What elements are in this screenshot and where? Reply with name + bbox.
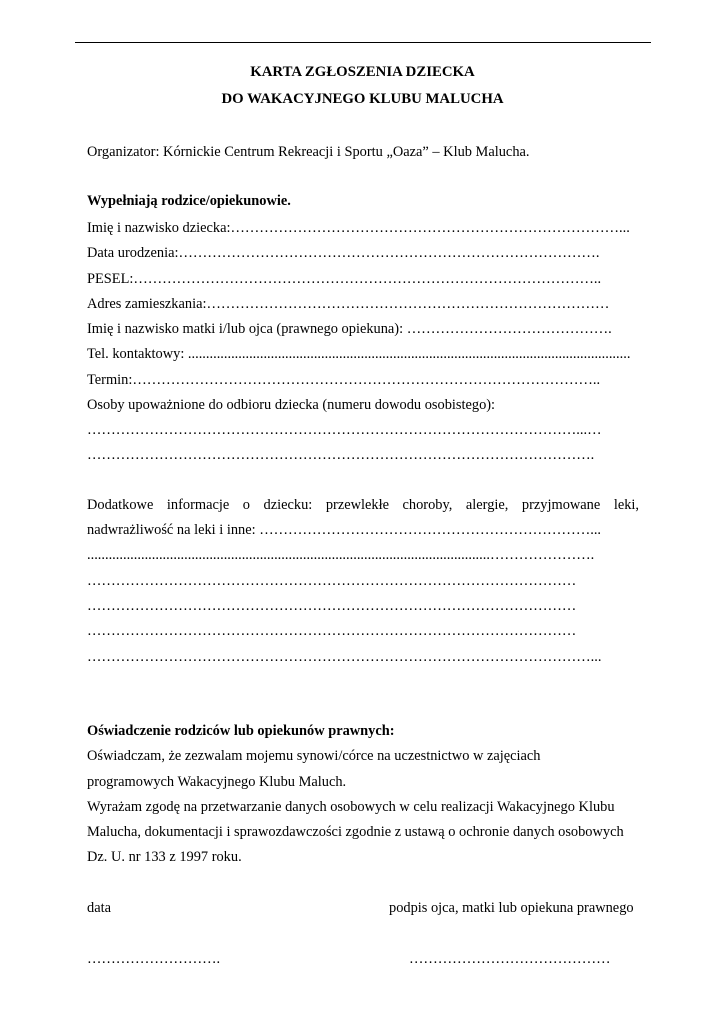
date-label: data [87, 900, 111, 916]
declaration-line-4: Malucha, dokumentacji i sprawozdawczości zgodnie z ustawą o ochronie danych osobowych [87, 824, 624, 840]
field-birth-date: Data urodzenia:……………………………………………………………………………. [87, 245, 600, 261]
title-line-2: DO WAKACYJNEGO KLUBU MALUCHA [221, 91, 504, 107]
field-authorized-persons: Osoby upoważnione do odbioru dziecka (numeru dowodu osobistego): [87, 397, 496, 413]
field-phone: Tel. kontaktowy: ........................................................................................................................... [87, 346, 631, 362]
extra-info-line-1: Dodatkowe informacje o dziecku: przewlekłe choroby, alergie, przyjmowane leki, [87, 497, 639, 513]
extra-blank-line-4: ………………………………………………………………………………………… [87, 623, 577, 639]
field-parent-name: Imię i nazwisko matki i/lub ojca (prawnego opiekuna): ……………………………………. [87, 321, 612, 337]
extra-blank-line-3: ………………………………………………………………………………………… [87, 598, 577, 614]
extra-blank-line-2: ………………………………………………………………………………………… [87, 573, 577, 589]
authorized-line-1: …………………………………………………………………………………………...… [87, 422, 602, 438]
declaration-line-1: Oświadczam, że zezwalam mojemu synowi/córce na uczestnictwo w zajęciach [87, 748, 541, 764]
form-heading: Wypełniają rodzice/opiekunowie. [87, 193, 291, 209]
declaration-heading: Oświadczenie rodziców lub opiekunów prawnych: [87, 723, 395, 739]
declaration-line-2: programowych Wakacyjnego Klubu Maluch. [87, 774, 347, 790]
signature-line: …………………………………… [409, 951, 611, 967]
extra-blank-line-1: ................................................................................................................…………………. [87, 547, 595, 563]
field-address: Adres zamieszkania:………………………………………………………………………… [87, 296, 610, 312]
field-term: Termin:…………………………………………………………………………………….. [87, 372, 601, 388]
authorized-line-2: ……………………………………………………………………………………………. [87, 447, 595, 463]
declaration-line-5: Dz. U. nr 133 z 1997 roku. [87, 849, 242, 865]
organizer-text: Organizator: Kórnickie Centrum Rekreacji i Sportu „Oaza” – Klub Malucha. [87, 144, 530, 160]
date-line: ………………………. [87, 951, 221, 967]
field-child-name: Imię i nazwisko dziecka:………………………………………………………………………... [87, 220, 630, 236]
top-rule [75, 42, 651, 43]
extra-info-line-2: nadwrażliwość na leki i inne: ……………………………………………………………... [87, 522, 602, 538]
signature-label: podpis ojca, matki lub opiekuna prawnego [389, 900, 634, 916]
extra-blank-line-5: ……………………………………………………………………………………………... [87, 649, 602, 665]
title-line-1: KARTA ZGŁOSZENIA DZIECKA [250, 64, 475, 80]
declaration-line-3: Wyrażam zgodę na przetwarzanie danych osobowych w celu realizacji Wakacyjnego Klubu [87, 799, 615, 815]
field-pesel: PESEL:…………………………………………………………………………………….. [87, 271, 602, 287]
